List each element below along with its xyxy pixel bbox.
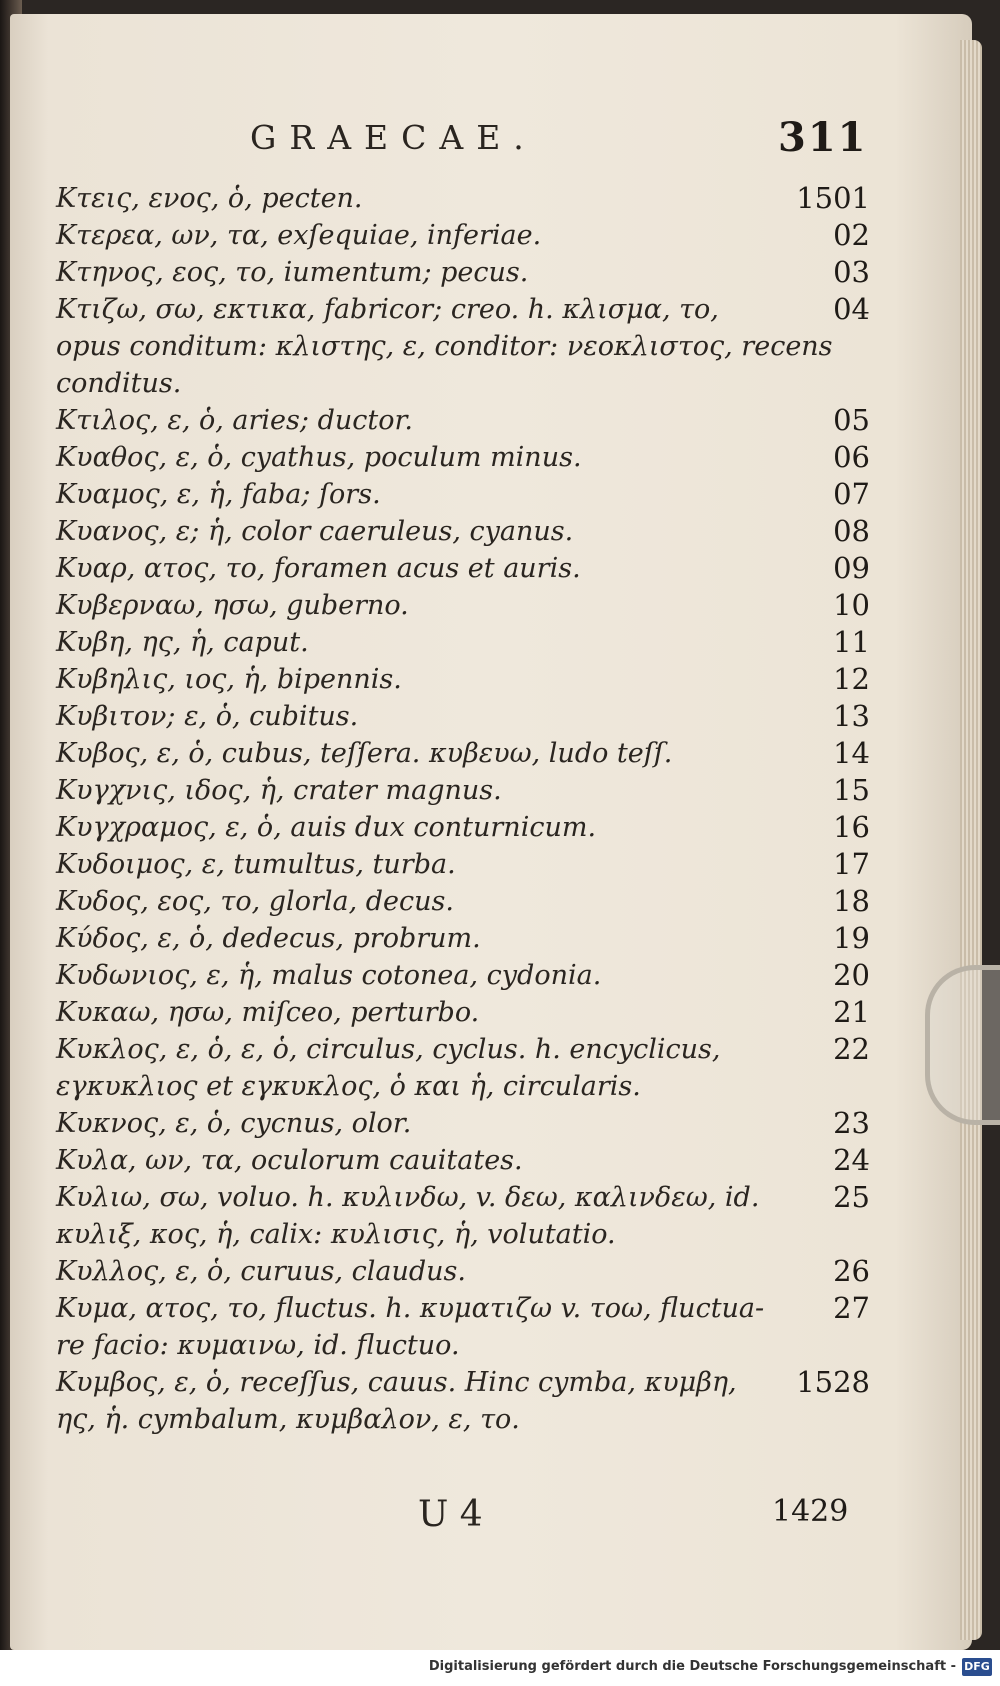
entry-number: 07 [833, 477, 870, 511]
dictionary-entry [56, 1031, 870, 1105]
dictionary-entry [56, 809, 870, 846]
dictionary-entry [56, 1179, 870, 1253]
entry-number: 11 [833, 625, 870, 659]
dictionary-entry [56, 957, 870, 994]
entry-text: Κυβος, ε, ὁ, cubus, teſſera. κυβευω, ludo teſſ. [56, 738, 673, 769]
page-edges [960, 40, 982, 1640]
entry-number: 04 [833, 292, 870, 326]
entry-number: 17 [833, 847, 870, 881]
dictionary-entry [56, 550, 870, 587]
entry-text: Κυδος, εος, το, glorla, decus. [56, 886, 454, 917]
dictionary-entry [56, 402, 870, 439]
entry-text: Κυλιω, σω, voluo. h. κυλινδω, v. δεω, καλινδεω, id. [56, 1182, 760, 1213]
dictionary-entry [56, 994, 870, 1031]
entry-text: Κυκνος, ε, ὁ, cycnus, olor. [56, 1108, 412, 1139]
dfg-logo: DFG [962, 1658, 992, 1676]
signature-mark: U 4 [418, 1494, 483, 1535]
entry-text: Κυβηλις, ιος, ἡ, bipennis. [56, 664, 402, 695]
entry-text: Κτεις, ενος, ὁ, pecten. [56, 183, 363, 214]
entry-number: 1501 [796, 181, 870, 215]
entry-number: 20 [833, 958, 870, 992]
credit-bar [0, 1650, 1000, 1686]
entry-text: Κυλα, ων, τα, oculorum cauitates. [56, 1145, 523, 1176]
page-number: 311 [778, 114, 868, 161]
entry-text: Κυγχραμος, ε, ὁ, auis dux conturnicum. [56, 812, 597, 843]
entry-text: Κυκλος, ε, ὁ, ε, ὁ, circulus, cyclus. h. encyclicus, [56, 1034, 721, 1065]
entry-number: 05 [833, 403, 870, 437]
dictionary-entries [56, 180, 870, 1438]
dictionary-entry [56, 1105, 870, 1142]
dictionary-entry [56, 1142, 870, 1179]
entry-number: 08 [833, 514, 870, 548]
bookmark-clip [925, 965, 1000, 1125]
running-head: GRAECAE. [250, 118, 537, 157]
entry-number: 19 [833, 921, 870, 955]
entry-number: 12 [833, 662, 870, 696]
entry-text: Κυδοιμος, ε, tumultus, turba. [56, 849, 456, 880]
entry-number: 16 [833, 810, 870, 844]
entry-number: 18 [833, 884, 870, 918]
entry-continuation: κυλιξ, κος, ἡ, calix: κυλισις, ἡ, volutatio. [56, 1219, 616, 1250]
entry-text: Κυαθος, ε, ὁ, cyathus, poculum minus. [56, 442, 582, 473]
entry-text: Κυκαω, ησω, miſceo, perturbo. [56, 997, 480, 1028]
dictionary-entry [56, 624, 870, 661]
dictionary-entry [56, 291, 870, 402]
dictionary-entry [56, 439, 870, 476]
dictionary-entry [56, 587, 870, 624]
entry-number: 15 [833, 773, 870, 807]
entry-text: Κυβερναω, ησω, guberno. [56, 590, 409, 621]
entry-number: 02 [833, 218, 870, 252]
dictionary-entry [56, 254, 870, 291]
entry-text: Κτιλος, ε, ὁ, aries; ductor. [56, 405, 413, 436]
dictionary-entry [56, 661, 870, 698]
dictionary-entry [56, 883, 870, 920]
entry-number: 22 [833, 1032, 870, 1066]
entry-text: Κυαρ, ατος, το, foramen acus et auris. [56, 553, 581, 584]
entry-continuation: ης, ἡ. cymbalum, κυμβαλον, ε, το. [56, 1404, 520, 1435]
entry-text: Κυβιτον; ε, ὁ, cubitus. [56, 701, 359, 732]
entry-text: Κυδωνιος, ε, ἡ, malus cotonea, cydonia. [56, 960, 602, 991]
dictionary-entry [56, 698, 870, 735]
entry-number: 25 [833, 1180, 870, 1214]
page-footer [0, 1494, 1000, 1544]
entry-text: Κυμα, ατος, το, fluctus. h. κυματιζω v. τοω, fluctua- [56, 1293, 765, 1324]
dictionary-entry [56, 180, 870, 217]
dictionary-entry [56, 217, 870, 254]
entry-text: Κυβη, ης, ἡ, caput. [56, 627, 309, 658]
dictionary-entry [56, 513, 870, 550]
entry-number: 10 [833, 588, 870, 622]
entry-text: Κυανος, ε; ἡ, color caeruleus, cyanus. [56, 516, 574, 547]
entry-number: 13 [833, 699, 870, 733]
entry-text: Κτηνος, εος, το, iumentum; pecus. [56, 257, 529, 288]
entry-number: 09 [833, 551, 870, 585]
dictionary-entry [56, 735, 870, 772]
entry-number: 03 [833, 255, 870, 289]
entry-continuation: opus conditum: κλιστης, ε, conditor: νεοκλιστος, recens conditus. [56, 331, 833, 399]
page-header [0, 114, 1000, 168]
dictionary-entry [56, 1364, 870, 1438]
entry-number: 26 [833, 1254, 870, 1288]
entry-continuation: re facio: κυμαινω, id. fluctuo. [56, 1330, 460, 1361]
dictionary-entry [56, 846, 870, 883]
dictionary-entry [56, 772, 870, 809]
dictionary-entry [56, 920, 870, 957]
entry-text: Κυλλος, ε, ὁ, curuus, claudus. [56, 1256, 466, 1287]
entry-number: 1528 [796, 1365, 870, 1399]
entry-number: 14 [833, 736, 870, 770]
entry-text: Κτερεα, ων, τα, exſequiae, inferiae. [56, 220, 542, 251]
dictionary-entry [56, 476, 870, 513]
dictionary-entry [56, 1253, 870, 1290]
dictionary-entry [56, 1290, 870, 1364]
entry-text: Κυγχνις, ιδος, ἡ, crater magnus. [56, 775, 502, 806]
entry-continuation: εγκυκλιος et εγκυκλος, ὁ και ἡ, circularis. [56, 1071, 641, 1102]
entry-number: 27 [833, 1291, 870, 1325]
catchword: 1429 [772, 1494, 849, 1529]
entry-text: Κτιζω, σω, εκτικα, fabricor; creo. h. κλισμα, το, [56, 294, 719, 325]
entry-text: Κύδος, ε, ὁ, dedecus, probrum. [56, 923, 481, 954]
entry-number: 21 [833, 995, 870, 1029]
entry-text: Κυαμος, ε, ἡ, faba; ſors. [56, 479, 381, 510]
entry-number: 23 [833, 1106, 870, 1140]
entry-number: 24 [833, 1143, 870, 1177]
credit-text: Digitalisierung gefördert durch die Deutsche Forschungsgemeinschaft - [428, 1659, 956, 1674]
entry-number: 06 [833, 440, 870, 474]
entry-text: Κυμβος, ε, ὁ, receſſus, cauus. Hinc cymba, κυμβη, [56, 1367, 737, 1398]
